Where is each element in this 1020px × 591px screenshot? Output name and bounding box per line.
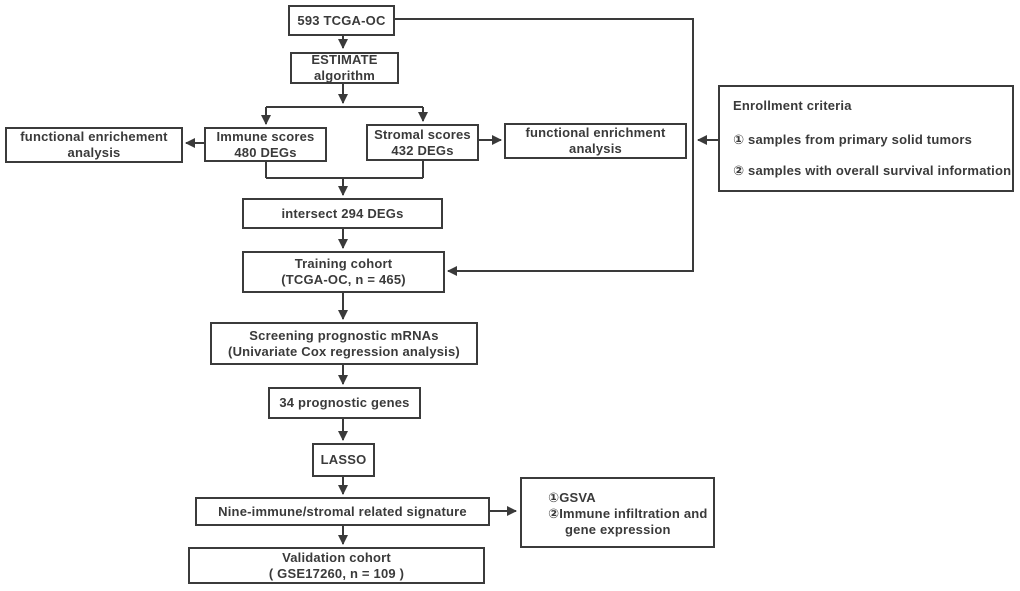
node-functional-right-line1: functional enrichment [525, 125, 666, 140]
node-training-cohort [242, 251, 445, 293]
node-screening-prognostic-mrnas [210, 322, 478, 365]
node-tcga-label: 593 TCGA-OC [297, 12, 386, 28]
node-intersect-label: intersect 294 DEGs [281, 205, 404, 221]
downstream-item-immune-infiltration: ②Immune infiltration and [548, 506, 708, 521]
node-immune-line2: 480 DEGs [234, 144, 297, 160]
enrollment-criteria-title: Enrollment criteria [733, 98, 852, 113]
node-lasso-label: LASSO [320, 452, 367, 467]
node-screening-line1: Screening prognostic mRNAs [249, 327, 439, 343]
node-training-line1: Training cohort [294, 256, 393, 271]
node-functional-left-line2: analysis [67, 145, 121, 160]
downstream-item-gene-expression: gene expression [565, 522, 671, 537]
node-prognostic-genes [268, 387, 421, 419]
node-lasso [312, 443, 375, 477]
node-screening-line2: (Univariate Cox regression analysis) [228, 343, 460, 359]
node-estimate-line1: ESTIMATE [311, 52, 378, 67]
node-signature-label: Nine-immune/stromal related signature [218, 503, 467, 519]
node-functional-enrichment-left [5, 127, 183, 163]
node-tcga-samples [288, 5, 395, 36]
node-prognostic-label: 34 prognostic genes [279, 395, 410, 410]
node-functional-enrichment-right [504, 123, 687, 159]
node-nine-gene-signature [195, 497, 490, 526]
node-downstream-analyses [520, 477, 715, 548]
node-immune-line1: Immune scores [216, 128, 315, 144]
node-training-line2: (TCGA-OC, n = 465) [281, 272, 406, 287]
node-immune-scores [204, 127, 327, 162]
enrollment-criteria-item-1: ① samples from primary solid tumors [733, 132, 973, 147]
node-stromal-scores [366, 124, 479, 161]
node-validation-line1: Validation cohort [282, 549, 391, 565]
node-functional-left-line1: functional enrichement [20, 129, 168, 144]
node-validation-line2: ( GSE17260, n = 109 ) [268, 565, 405, 581]
node-enrollment-criteria [718, 85, 1014, 192]
node-estimate-line2: algorithm [313, 68, 376, 83]
enrollment-criteria-item-2: ② samples with overall survival information [733, 163, 1012, 178]
node-functional-right-line2: analysis [569, 141, 622, 156]
node-estimate-algorithm [290, 52, 399, 84]
node-validation-cohort [188, 547, 485, 584]
node-intersect-degs [242, 198, 443, 229]
downstream-item-gsva: ①GSVA [548, 490, 596, 505]
node-stromal-line1: Stromal scores [374, 126, 471, 142]
node-stromal-line2: 432 DEGs [391, 142, 454, 158]
